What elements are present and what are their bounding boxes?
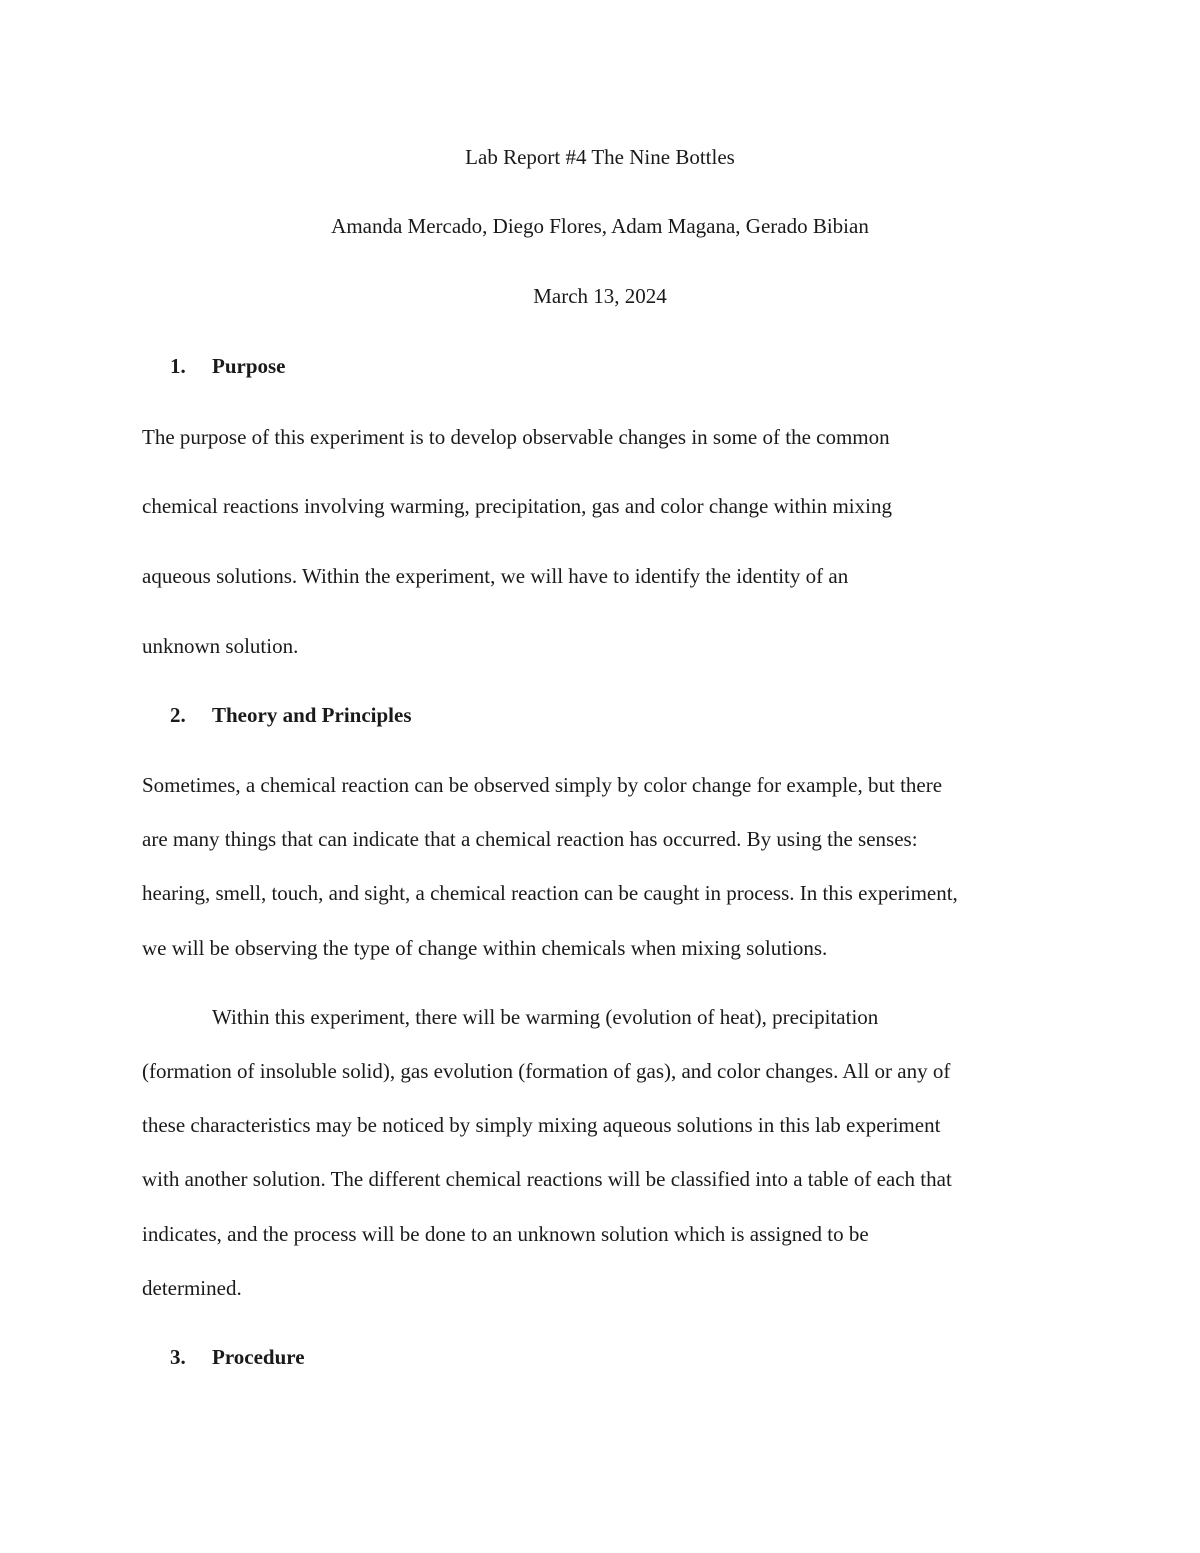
document-authors: Amanda Mercado, Diego Flores, Adam Magana, Gerado Bibian xyxy=(331,214,869,238)
document-date: March 13, 2024 xyxy=(533,284,667,308)
section-heading-theory xyxy=(170,703,412,727)
paragraph-line: chemical reactions involving warming, precipitation, gas and color change within mixing xyxy=(142,494,892,518)
paragraph-line: indicates, and the process will be done to an unknown solution which is assigned to be xyxy=(142,1222,869,1246)
paragraph-line: are many things that can indicate that a chemical reaction has occurred. By using the senses: xyxy=(142,827,918,851)
paragraph-line: determined. xyxy=(142,1276,242,1300)
section-number: 1. xyxy=(170,354,186,378)
paragraph-line: these characteristics may be noticed by simply mixing aqueous solutions in this lab experiment xyxy=(142,1113,941,1137)
section-number: 2. xyxy=(170,703,186,727)
section-number: 3. xyxy=(170,1345,186,1369)
paragraph-line: Sometimes, a chemical reaction can be observed simply by color change for example, but there xyxy=(142,773,943,797)
paragraph-line: The purpose of this experiment is to develop observable changes in some of the common xyxy=(142,425,890,449)
paragraph-line: aqueous solutions. Within the experiment, we will have to identify the identity of an xyxy=(142,564,849,588)
paragraph-line: hearing, smell, touch, and sight, a chemical reaction can be caught in process. In this experiment, xyxy=(142,881,958,905)
section-title: Purpose xyxy=(212,354,286,378)
section-title: Procedure xyxy=(212,1345,305,1369)
paragraph-line: Within this experiment, there will be warming (evolution of heat), precipitation xyxy=(212,1005,879,1029)
section-heading-procedure xyxy=(170,1345,305,1369)
paragraph-line: we will be observing the type of change within chemicals when mixing solutions. xyxy=(142,936,828,960)
paragraph-line: unknown solution. xyxy=(142,634,299,658)
paragraph-line: with another solution. The different chemical reactions will be classified into a table of each that xyxy=(142,1167,952,1191)
paragraph-line: (formation of insoluble solid), gas evolution (formation of gas), and color changes. All or any of xyxy=(142,1059,951,1083)
section-title: Theory and Principles xyxy=(212,703,412,727)
document-title: Lab Report #4 The Nine Bottles xyxy=(465,145,735,169)
section-heading-purpose xyxy=(170,354,286,378)
